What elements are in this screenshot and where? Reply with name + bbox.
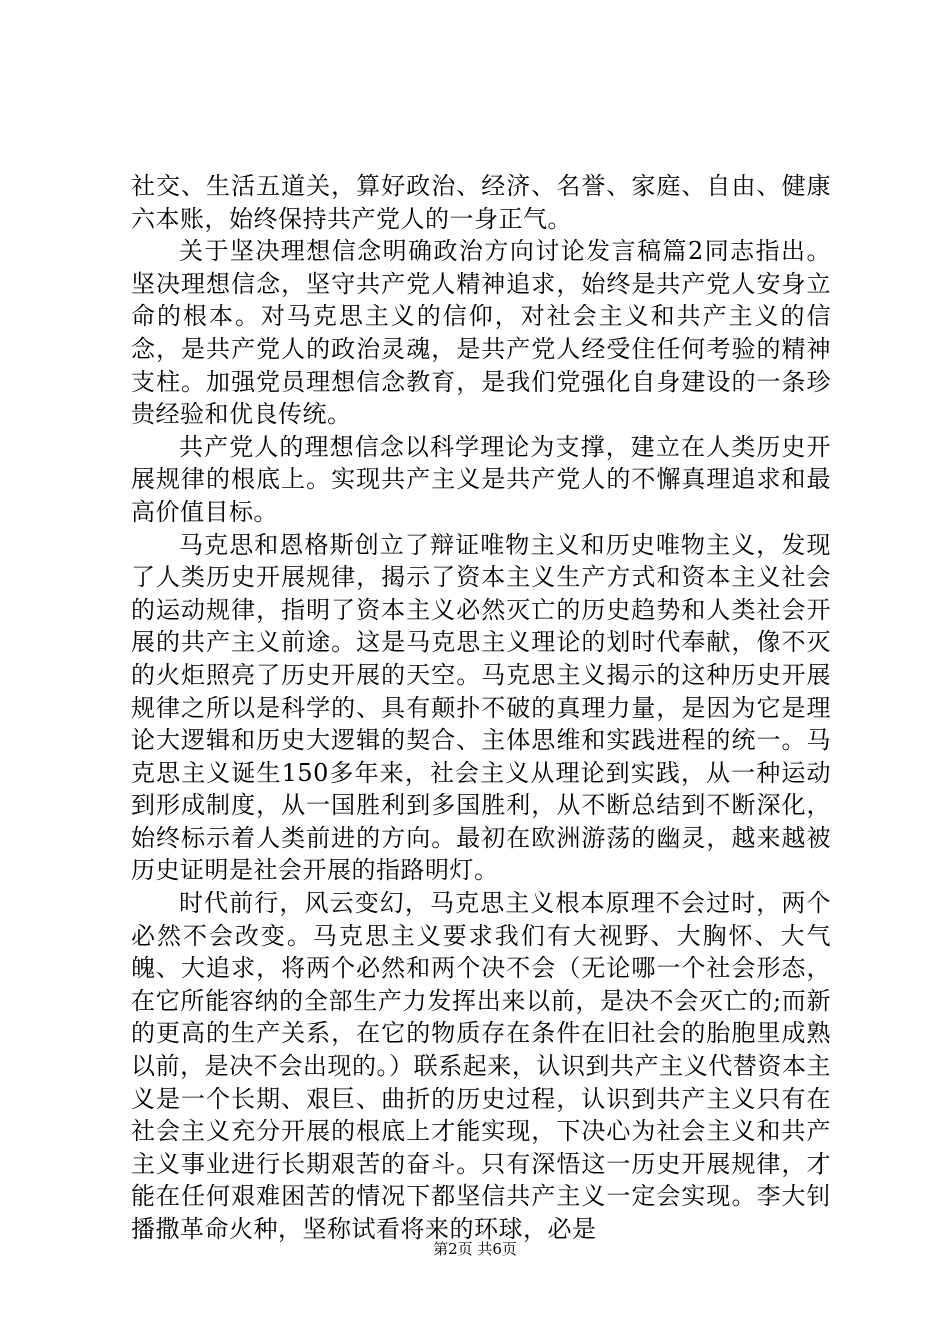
- paragraph-5: 时代前行，风云变幻，马克思主义根本原理不会过时，两个必然不会改变。马克思主义要求我们有大视野、大胸怀、大气魄、大追求，将两个必然和两个决不会（无论哪一个社会形态，在它所能容纳的全部生产力发挥出来以前，是决不会灭亡的;而新的更高的生产关系，在它的物质存在条件在旧社会的胎胞里成熟以前，是决不会出现的。）联系起来，认识到共产主义代替资本主义是一个长期、艰巨、曲折的历史过程，认识到共产主义只有在社会主义充分开展的根底上才能实现，下决心为社会主义和共产主义事业进行长期艰苦的奋斗。只有深悟这一历史开展规律，才能在任何艰难困苦的情况下都坚信共产主义一定会实现。李大钊播撒革命火种，坚称试看将来的环球，必是: [131, 889, 831, 1243]
- paragraph-1: 社交、生活五道关，算好政治、经济、名誉、家庭、自由、健康六本账，始终保持共产党人的一身正气。: [131, 172, 831, 233]
- paragraph-4: 马克思和恩格斯创立了辩证唯物主义和历史唯物主义，发现了人类历史开展规律，揭示了资本主义生产方式和资本主义社会的运动规律，指明了资本主义必然灭亡的历史趋势和人类社会开展的共产主义前途。这是马克思主义理论的划时代奉献，像不灭的火炬照亮了历史开展的天空。马克思主义揭示的这种历史开展规律之所以是科学的、具有颠扑不破的真理力量，是因为它是理论大逻辑和历史大逻辑的契合、主体思维和实践进程的统一。马克思主义诞生150多年来，社会主义从理论到实践，从一种运动到形成制度，从一国胜利到多国胜利，从不断总结到不断深化，始终标示着人类前进的方向。最初在欧洲游荡的幽灵，越来越被历史证明是社会开展的指路明灯。: [131, 530, 831, 885]
- paragraph-3: 共产党人的理想信念以科学理论为支撑，建立在人类历史开展规律的根底上。实现共产主义是共产党人的不懈真理追求和最高价值目标。: [131, 432, 831, 526]
- document-body: [131, 170, 831, 1246]
- page-footer: 第2页 共6页: [433, 1240, 517, 1258]
- paragraph-2: 关于坚决理想信念明确政治方向讨论发言稿篇2同志指出。坚决理想信念，坚守共产党人精神追求，始终是共产党人安身立命的根本。对马克思主义的信仰，对社会主义和共产主义的信念，是共产党人的政治灵魂，是共产党人经受住任何考验的精神支柱。加强党员理想信念教育，是我们党强化自身建设的一条珍贵经验和优良传统。: [131, 237, 831, 429]
